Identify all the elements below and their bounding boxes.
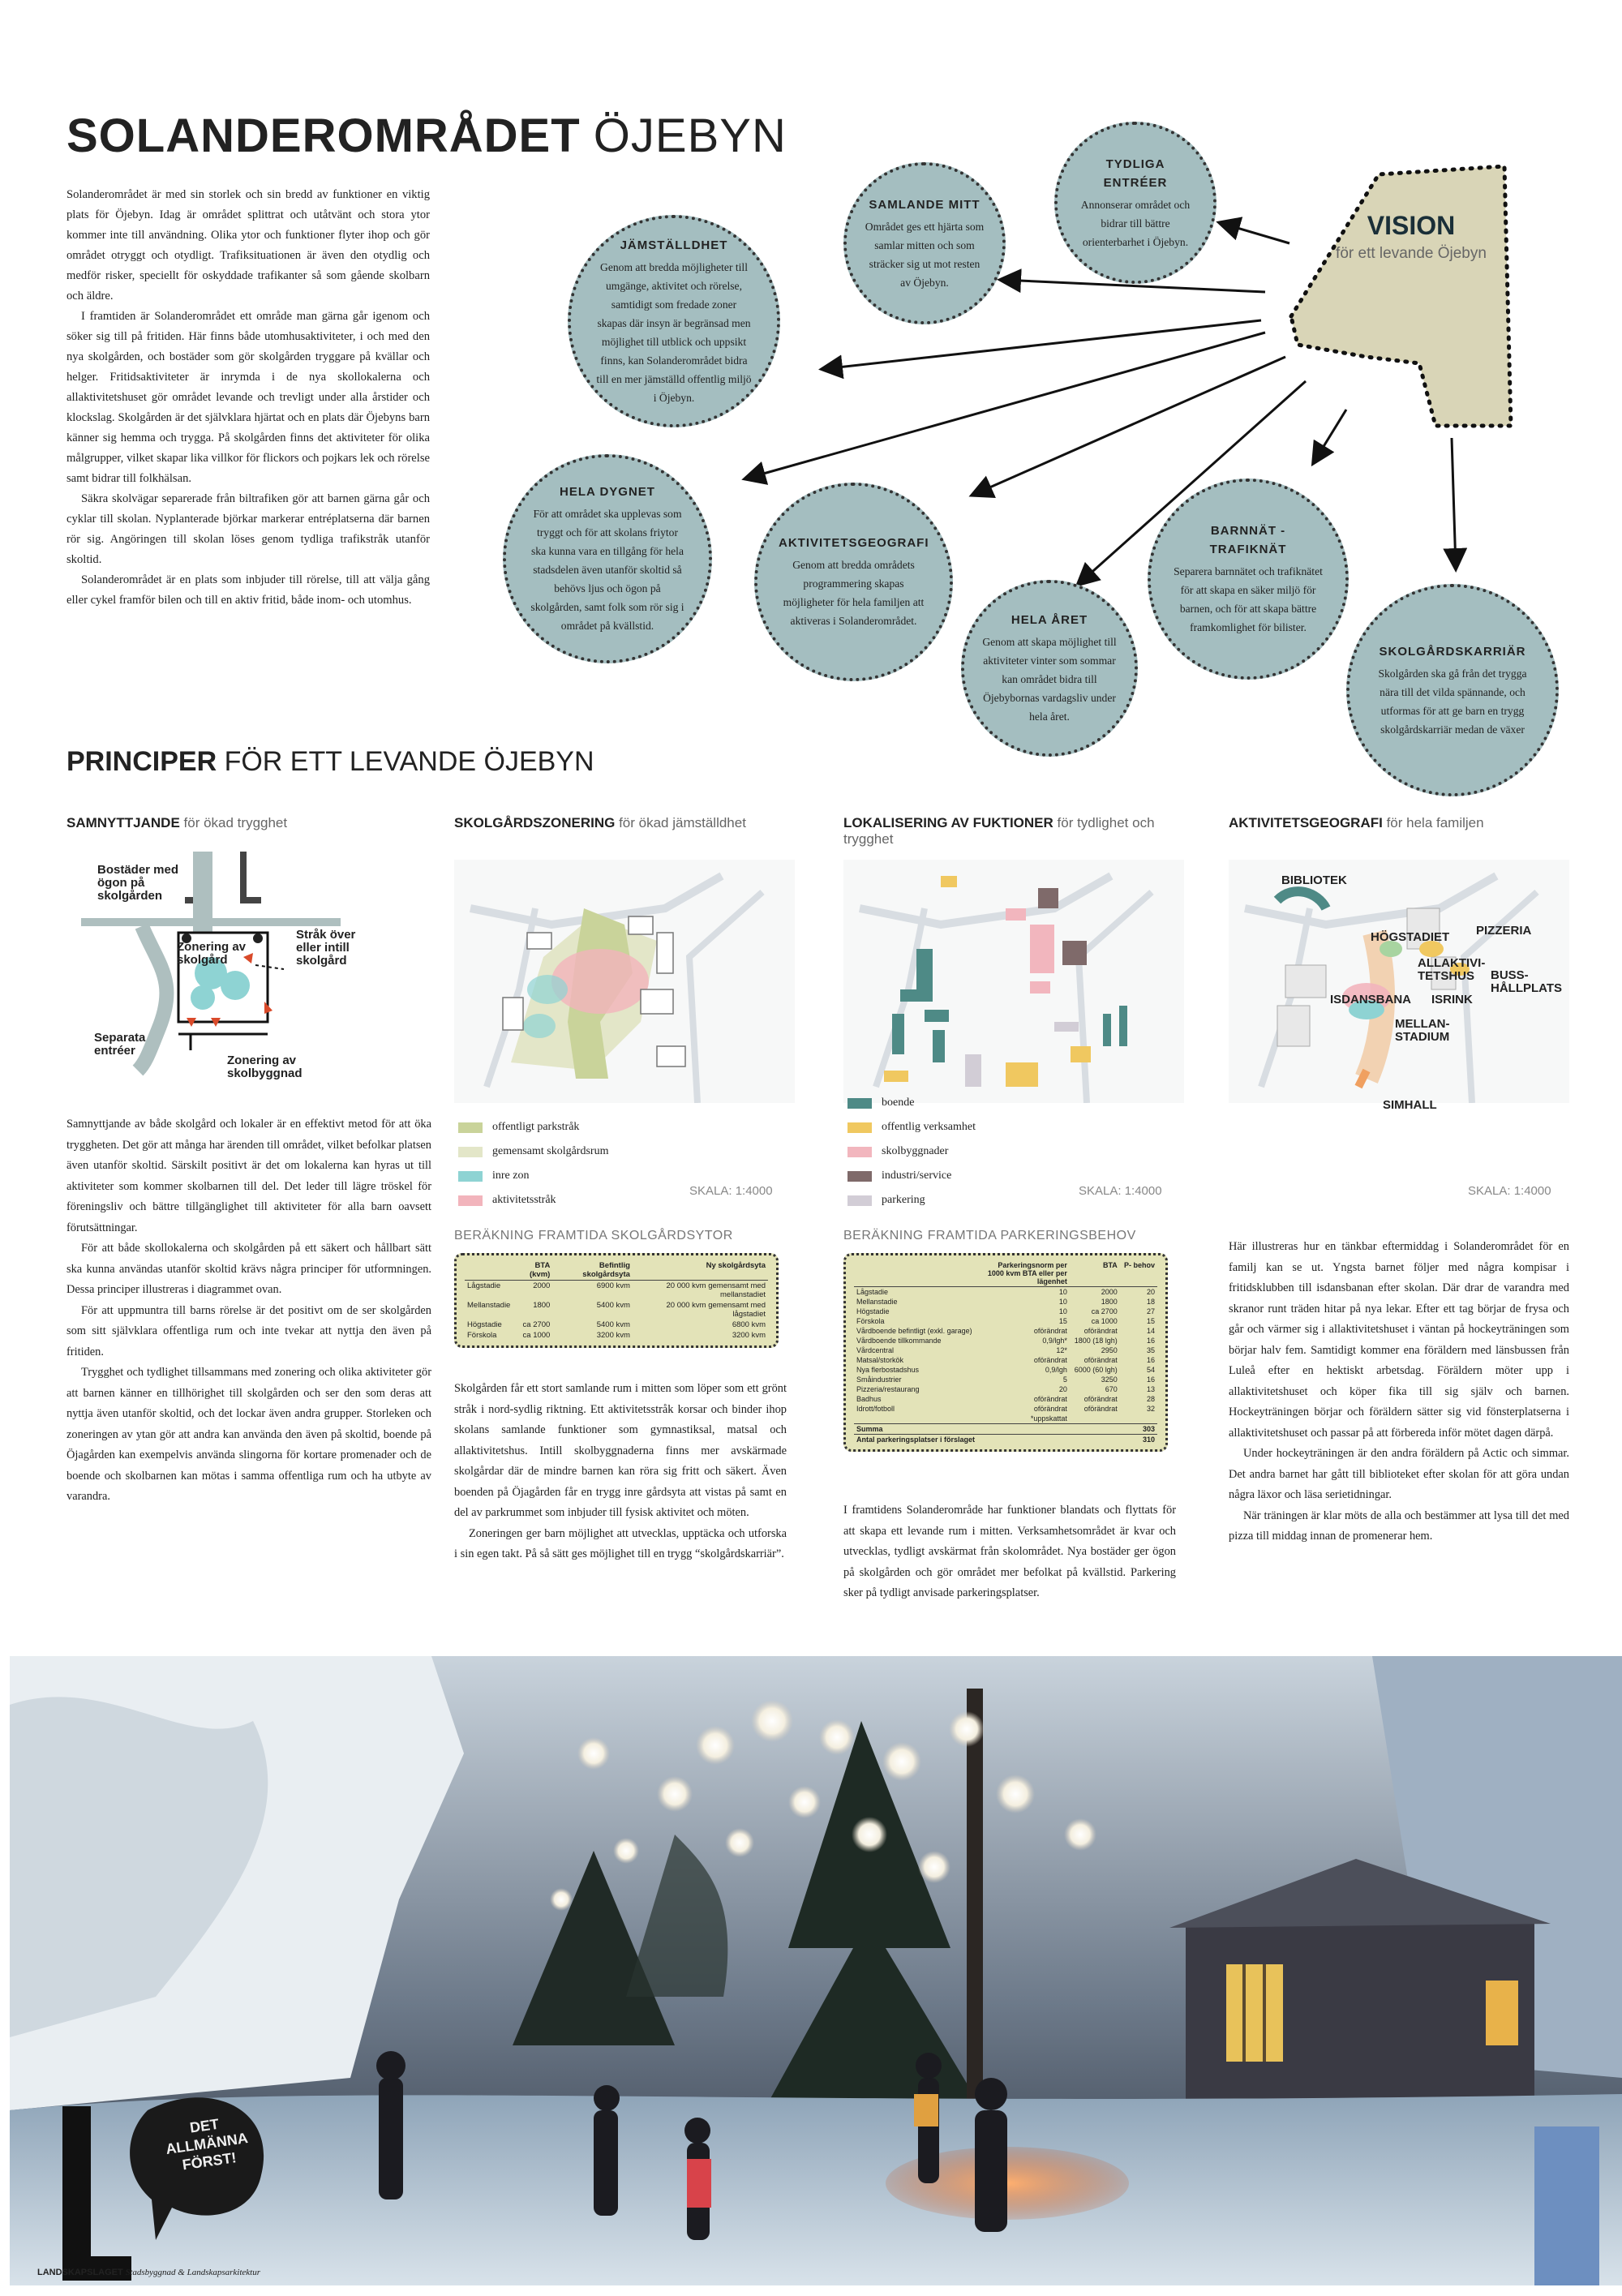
diagram-label-zonering-skolbyggnad: Zonering av skolbyggnad bbox=[227, 1054, 303, 1080]
col3-text bbox=[843, 1500, 1176, 1604]
scale-label: SKALA: 1:4000 bbox=[689, 1184, 773, 1198]
circle-title: HELA ÅRET bbox=[1011, 613, 1088, 627]
col2-paragraph: Skolgården får ett stort samlande rum i mitten som löper som ett grönt stråk i nord-sydlig riktning. Ett aktivitetsstråk korsar och binder ihop skolans samlande funktioner som gymnastiksal, matsal och allaktivitetshus. Intill skolbyggnaderna finns mer avskärmade skolgårdar där de mindre barnen kan röra sig fritt och säkert. Även boenden på Öjagården får en trygg inre gårdsyta att vistas på samt en del av parkrummet som inbjuder till fysisk aktivitet och möten. bbox=[454, 1382, 787, 1519]
legend-item: inre zon bbox=[458, 1164, 608, 1188]
principles-bold: PRINCIPER bbox=[67, 746, 217, 777]
map-label-simhall: SIMHALL bbox=[1383, 1098, 1437, 1112]
circle-samlande-mitt bbox=[843, 162, 1006, 324]
circle-title: AKTIVITETSGEOGRAFI bbox=[779, 536, 929, 550]
map-label-bibliotek: BIBLIOTEK bbox=[1281, 873, 1347, 887]
logo-slogan: DET ALLMÄNNA FÖRST! bbox=[165, 2115, 249, 2174]
circle-tydliga-entreer bbox=[1054, 122, 1216, 284]
col4-text bbox=[1229, 1237, 1569, 1547]
title-light: ÖJEBYN bbox=[593, 109, 787, 162]
diagram-label-bostader: Bostäder med ögon på skolgården bbox=[97, 863, 179, 903]
skolgardsytor-title: BERÄKNING FRAMTIDA SKOLGÅRDSYTOR bbox=[454, 1229, 733, 1242]
circle-text: Annonserar området och bidrar till bättre orienterbarhet i Öjebyn. bbox=[1080, 198, 1191, 248]
col3-heading: LOKALISERING AV FUKTIONER för tydlighet och trygghet bbox=[843, 815, 1155, 847]
legend-item: offentligt parkstråk bbox=[458, 1115, 608, 1139]
lokalisering-legend bbox=[847, 1091, 976, 1212]
circle-barnnat-trafiknat bbox=[1148, 479, 1349, 680]
zonering-legend bbox=[458, 1115, 608, 1212]
col1-heading: SAMNYTTJANDE för ökad trygghet bbox=[67, 815, 288, 830]
company-credit bbox=[37, 2268, 260, 2277]
parkeringsbehov-table: Parkeringsnorm per 1000 kvm BTA eller per lägenhet BTA P- behov Lågstadie 10 2000 20 Mellanstadie 10 1800 18 Högstadie 10 ca 2700 27 Förskola 15 ca 1000 15 Vårdboende befintligt (exkl. garage) oförändrat oförändrat 14 Vårdboende tillkommande 0,9/lgh* 1800 (18 lgh) 16 Vårdcentral 12* 2950 35 Matsal/storkök oförändrat oförändrat 16 Nya flerbostadshus 0,9/lgh 6000 (60 lgh) 54 Småindustrier 5 3250 16 Pizzeria/restaurang 20 670 13 Badhus oförändrat oförändrat 28 Idrott/fotboll oförändrat oförändrat 32 *uppskattat Summa 303 Antal parkeringsplatser i förslaget 310 bbox=[843, 1253, 1168, 1452]
title-bold: SOLANDEROMRÅDET bbox=[67, 109, 581, 162]
vision-label bbox=[1330, 211, 1492, 267]
circle-title: SKOLGÅRDSKARRIÄR bbox=[1379, 644, 1526, 659]
intro-paragraph: Solanderområdet är med sin storlek och sin bredd av funktioner en viktig plats för Öjebyn. Idag är området splittrat och utåtvänt och stora ytor kommer inte till användning. Olika ytor och funktioner flyter ihop och gör området otryggt och otydligt. Trafiksituationen är även den otydlig och medför risker, speciellt för oskyddade trafikanter så som gående skolbarn och äldre. bbox=[67, 188, 430, 303]
diagram-label-strak: Stråk över eller intill skolgård bbox=[296, 928, 356, 968]
lokalisering-map bbox=[843, 860, 1184, 1103]
scale-label: SKALA: 1:4000 bbox=[1468, 1184, 1551, 1198]
legend-item: skolbyggnader bbox=[847, 1139, 976, 1164]
map-label-isdansbana: ISDANSBANA bbox=[1330, 993, 1412, 1006]
circle-text: Genom att bredda möjligheter till umgänge, aktivitet och rörelse, samtidigt som fredade zoner skapas där insyn är begränsad men möjlighet till utblick och uppsikt finns, kan Solanderområdet bidra till en mer jämställd offentlig miljö i Öjebyn. bbox=[596, 260, 752, 404]
map-label-mellanstadium: MELLAN-STADIUM bbox=[1395, 1017, 1450, 1044]
legend-item: gemensamt skolgårdsrum bbox=[458, 1139, 608, 1164]
legend-item: industri/service bbox=[847, 1164, 976, 1188]
diagram-label-zonering-skolgard: Zonering av skolgård bbox=[177, 940, 247, 967]
intro-paragraph: Solanderområdet är en plats som inbjuder till rörelse, till att välja gång eller cykel framför bilen och till en aktiv fritid, både inom- och utomhus. bbox=[67, 573, 430, 607]
diagram-label-entreer: Separata entréer bbox=[94, 1031, 146, 1058]
col4-heading: AKTIVITETSGEOGRAFI för hela familjen bbox=[1229, 815, 1484, 830]
zonering-map bbox=[454, 860, 795, 1103]
legend-item: aktivitetsstråk bbox=[458, 1188, 608, 1212]
col1-text bbox=[67, 1114, 431, 1508]
col4-paragraph: När träningen är klar möts de alla och bestämmer att lysa till det med pizza till middag innan de promenerar hem. bbox=[1229, 1508, 1569, 1543]
col1-paragraph: För att både skollokalerna och skolgården på ett säkert och hållbart sätt ska kunna användas utanför skoltid krävs några principer för utformningen. Dessa principer illustreras i diagrammet ovan. bbox=[67, 1242, 431, 1296]
col1-paragraph: Trygghet och tydlighet tillsammans med zonering och olika aktiviteter gör att barnen känner en tillhörighet till skolgården och ser den som deras att nyttja även utanför skoltid, och det lockar även andra grupper. Storleken och zoneringen av ytan gör att andra kan använda den även på skoltid, boende på Öjagården kan exempelvis använda slingorna för kortare promenader och de boende och skolbarnen kan mötas i samma offentliga rum och ha utbyte av varandra. bbox=[67, 1366, 431, 1503]
intro-paragraph: Säkra skolvägar separerade från biltrafiken gör att barnen gärna går och cyklar till skolan. Nyplanterade björkar markerar entréplatserna där barnen rör sig. Angöringen till skolan löses genom tydliga trafikstråk utanför skoltid. bbox=[67, 492, 430, 566]
col1-paragraph: Samnyttjande av både skolgård och lokaler är en effektivt metod för att öka tryggheten. Det gör att många har ärenden till området, vilket befolkar platsen även utanför skoltid. Särskilt positivt är det om lokalerna kan hyras ut till aktiviteter som kommer skolbarnen till del. Det leder till lägre tröskel för föreningsliv och bättre tillgänglighet till aktiviteter för alla barn oavsett förutsättningar. bbox=[67, 1118, 431, 1234]
circle-aktivitetsgeografi bbox=[754, 483, 953, 681]
map-label-allaktivitetshus: ALLAKTIVI-TETSHUS bbox=[1418, 956, 1486, 983]
circle-title: JÄMSTÄLLDHET bbox=[620, 238, 728, 252]
legend-item: offentlig verksamhet bbox=[847, 1115, 976, 1139]
circle-title: SAMLANDE MITT bbox=[869, 197, 980, 212]
legend-item: boende bbox=[847, 1091, 976, 1115]
col2-paragraph: Zoneringen ger barn möjlighet att utvecklas, upptäcka och utforska i sin egen takt. På så sätt ges möjlighet till en trygg “skolgårdskarriär”. bbox=[454, 1526, 787, 1560]
circle-title: HELA DYGNET bbox=[560, 485, 655, 499]
vision-title: VISION bbox=[1367, 211, 1456, 240]
legend-item: parkering bbox=[847, 1188, 976, 1212]
principles-title bbox=[67, 746, 594, 778]
circle-text: Separera barnnätet och trafiknätet för att skapa en säker miljö för barnen, och för att skapa bättre framkomlighet för bilister. bbox=[1174, 565, 1323, 633]
circle-skolgardskarriar bbox=[1346, 584, 1559, 796]
circle-title: BARNNÄT - TRAFIKNÄT bbox=[1209, 524, 1287, 556]
circle-text: Genom att bredda områdets programmering skapas möjligheter för hela familjen att aktiveras i Solanderområdet. bbox=[783, 559, 925, 627]
vision-shape bbox=[1281, 154, 1525, 438]
winter-scene-illustration bbox=[10, 1656, 1622, 2285]
map-label-pizzeria: PIZZERIA bbox=[1476, 924, 1532, 938]
intro-paragraph: I framtiden är Solanderområdet ett område man gärna går igenom och söker sig till på fritiden. Här finns både utomhusaktiviteter, i och med den nya skolgården, och bostäder som gör skolgården tryggare på kvällar och helger. Fritidsaktiviteter är inrymda i de nya skollokalerna och allaktivitetshuset gör området levande och trevligt under alla årstider och klockslag. Skolgården är det självklara hjärtat och en plats där Öjebyns barn känner sig hemma och trygga. På skolgården finns det aktiviteter för olika målgrupper, vilket skapar lika villkor för flickors och pojkars lek och rörelse samt bidrar till folkhälsan. bbox=[67, 310, 430, 485]
map-label-isrink: ISRINK bbox=[1431, 993, 1473, 1006]
circle-jamstalldhet bbox=[568, 215, 780, 427]
circle-text: Området ges ett hjärta som samlar mitten och som sträcker sig ut mot resten av Öjebyn. bbox=[865, 220, 985, 289]
circle-text: Skolgården ska gå från det trygga nära till det vilda spännande, och utformas för att ge barn en trygg skolgårdskarriär medan de växer bbox=[1378, 667, 1527, 736]
circle-hela-dygnet bbox=[503, 454, 712, 663]
circle-title: TYDLIGA ENTRÉER bbox=[1103, 157, 1168, 190]
company-name: LANDSKAPSLAGET bbox=[37, 2268, 123, 2277]
col3-paragraph: I framtidens Solanderområde har funktioner blandats och flyttats för att skapa ett levande rum i mitten. Verksamhetsområdet är kvar och utvecklas, tydligt avskärmat från skolområdet. Nya bostäder ger ögon på skolgården och gör området mer befolkat på kvällstid. Parkering sker på tydligt anvisade parkeringsplatser. bbox=[843, 1504, 1176, 1599]
company-tagline: Stadsbyggnad & Landskapsarkitektur bbox=[125, 2268, 261, 2277]
circle-text: Genom att skapa möjlighet till aktiviteter vinter som sommar kan området bidra till Öjebybornas vardagsliv under hela året. bbox=[982, 636, 1117, 723]
parkeringsbehov-title: BERÄKNING FRAMTIDA PARKERINGSBEHOV bbox=[843, 1229, 1136, 1242]
col1-paragraph: För att uppmuntra till barns rörelse är det positivt om de ser skolgården som sitt självklara offentliga rum och inte tvekar att nyttja den även på fritiden. bbox=[67, 1303, 431, 1358]
map-label-busshallplats: BUSS-HÅLLPLATS bbox=[1491, 968, 1563, 995]
skolgardsytor-table: BTA (kvm) Befintlig skolgårdsyta Ny skolgårdsyta Lågstadie 2000 6900 kvm 20 000 kvm gemensamt med mellanstadiet Mellanstadie 1800 5400 kvm 20 000 kvm gemensamt med lågstadiet Högstadie ca 2700 5400 kvm 6800 kvm Förskola ca 1000 3200 kvm 3200 kvm bbox=[454, 1253, 779, 1348]
vision-subtitle: för ett levande Öjebyn bbox=[1336, 245, 1487, 262]
scale-label: SKALA: 1:4000 bbox=[1079, 1184, 1162, 1198]
principles-light: FÖR ETT LEVANDE ÖJEBYN bbox=[224, 746, 594, 777]
col2-heading: SKOLGÅRDSZONERING för ökad jämställdhet bbox=[454, 815, 746, 830]
col2-text bbox=[454, 1379, 787, 1565]
map-label-hogstadiet: HÖGSTADIET bbox=[1371, 930, 1450, 944]
col4-paragraph: Här illustreras hur en tänkbar eftermiddag i Solanderområdet för en familj kan se ut. Yngsta barnet följer med några kompisar i fritidsklubben till isdansbanan efter skolan. Där drar de varandra med skranor runt träden hitar på nya lekar. Efter ett tag börjar de frysa och går och värmer sig i allaktivitetshuset i väntan på hockeyträningen som börjar halv fem. Samtidigt kommer ena föräldern med länsbussen från Luleå efter en hektiskt arbetsdag. Föräldern möter upp i allaktivitetshuset och köper fika till sig själv och barnen. Hockeyträningen börjar och föräldern sätter sig vid fönsterplatserna i allaktivitetshuset och passar på att förbereda inför mötet dagen därpå. bbox=[1229, 1240, 1569, 1440]
circle-hela-aret bbox=[961, 580, 1138, 757]
col4-paragraph: Under hockeyträningen är den andra föräldern på Actic och simmar. Det andra barnet har gått till biblioteket efter skolan för att göra undan några läxor och läsa serietidningar. bbox=[1229, 1447, 1569, 1501]
circle-text: För att området ska upplevas som tryggt och för att skolans friytor ska kunna vara en tillgång för hela stadsdelen även utanför skoltid så behövs ljus och ögon på skolgården, samt folk som rör sig i området på kvällstid. bbox=[530, 508, 684, 632]
